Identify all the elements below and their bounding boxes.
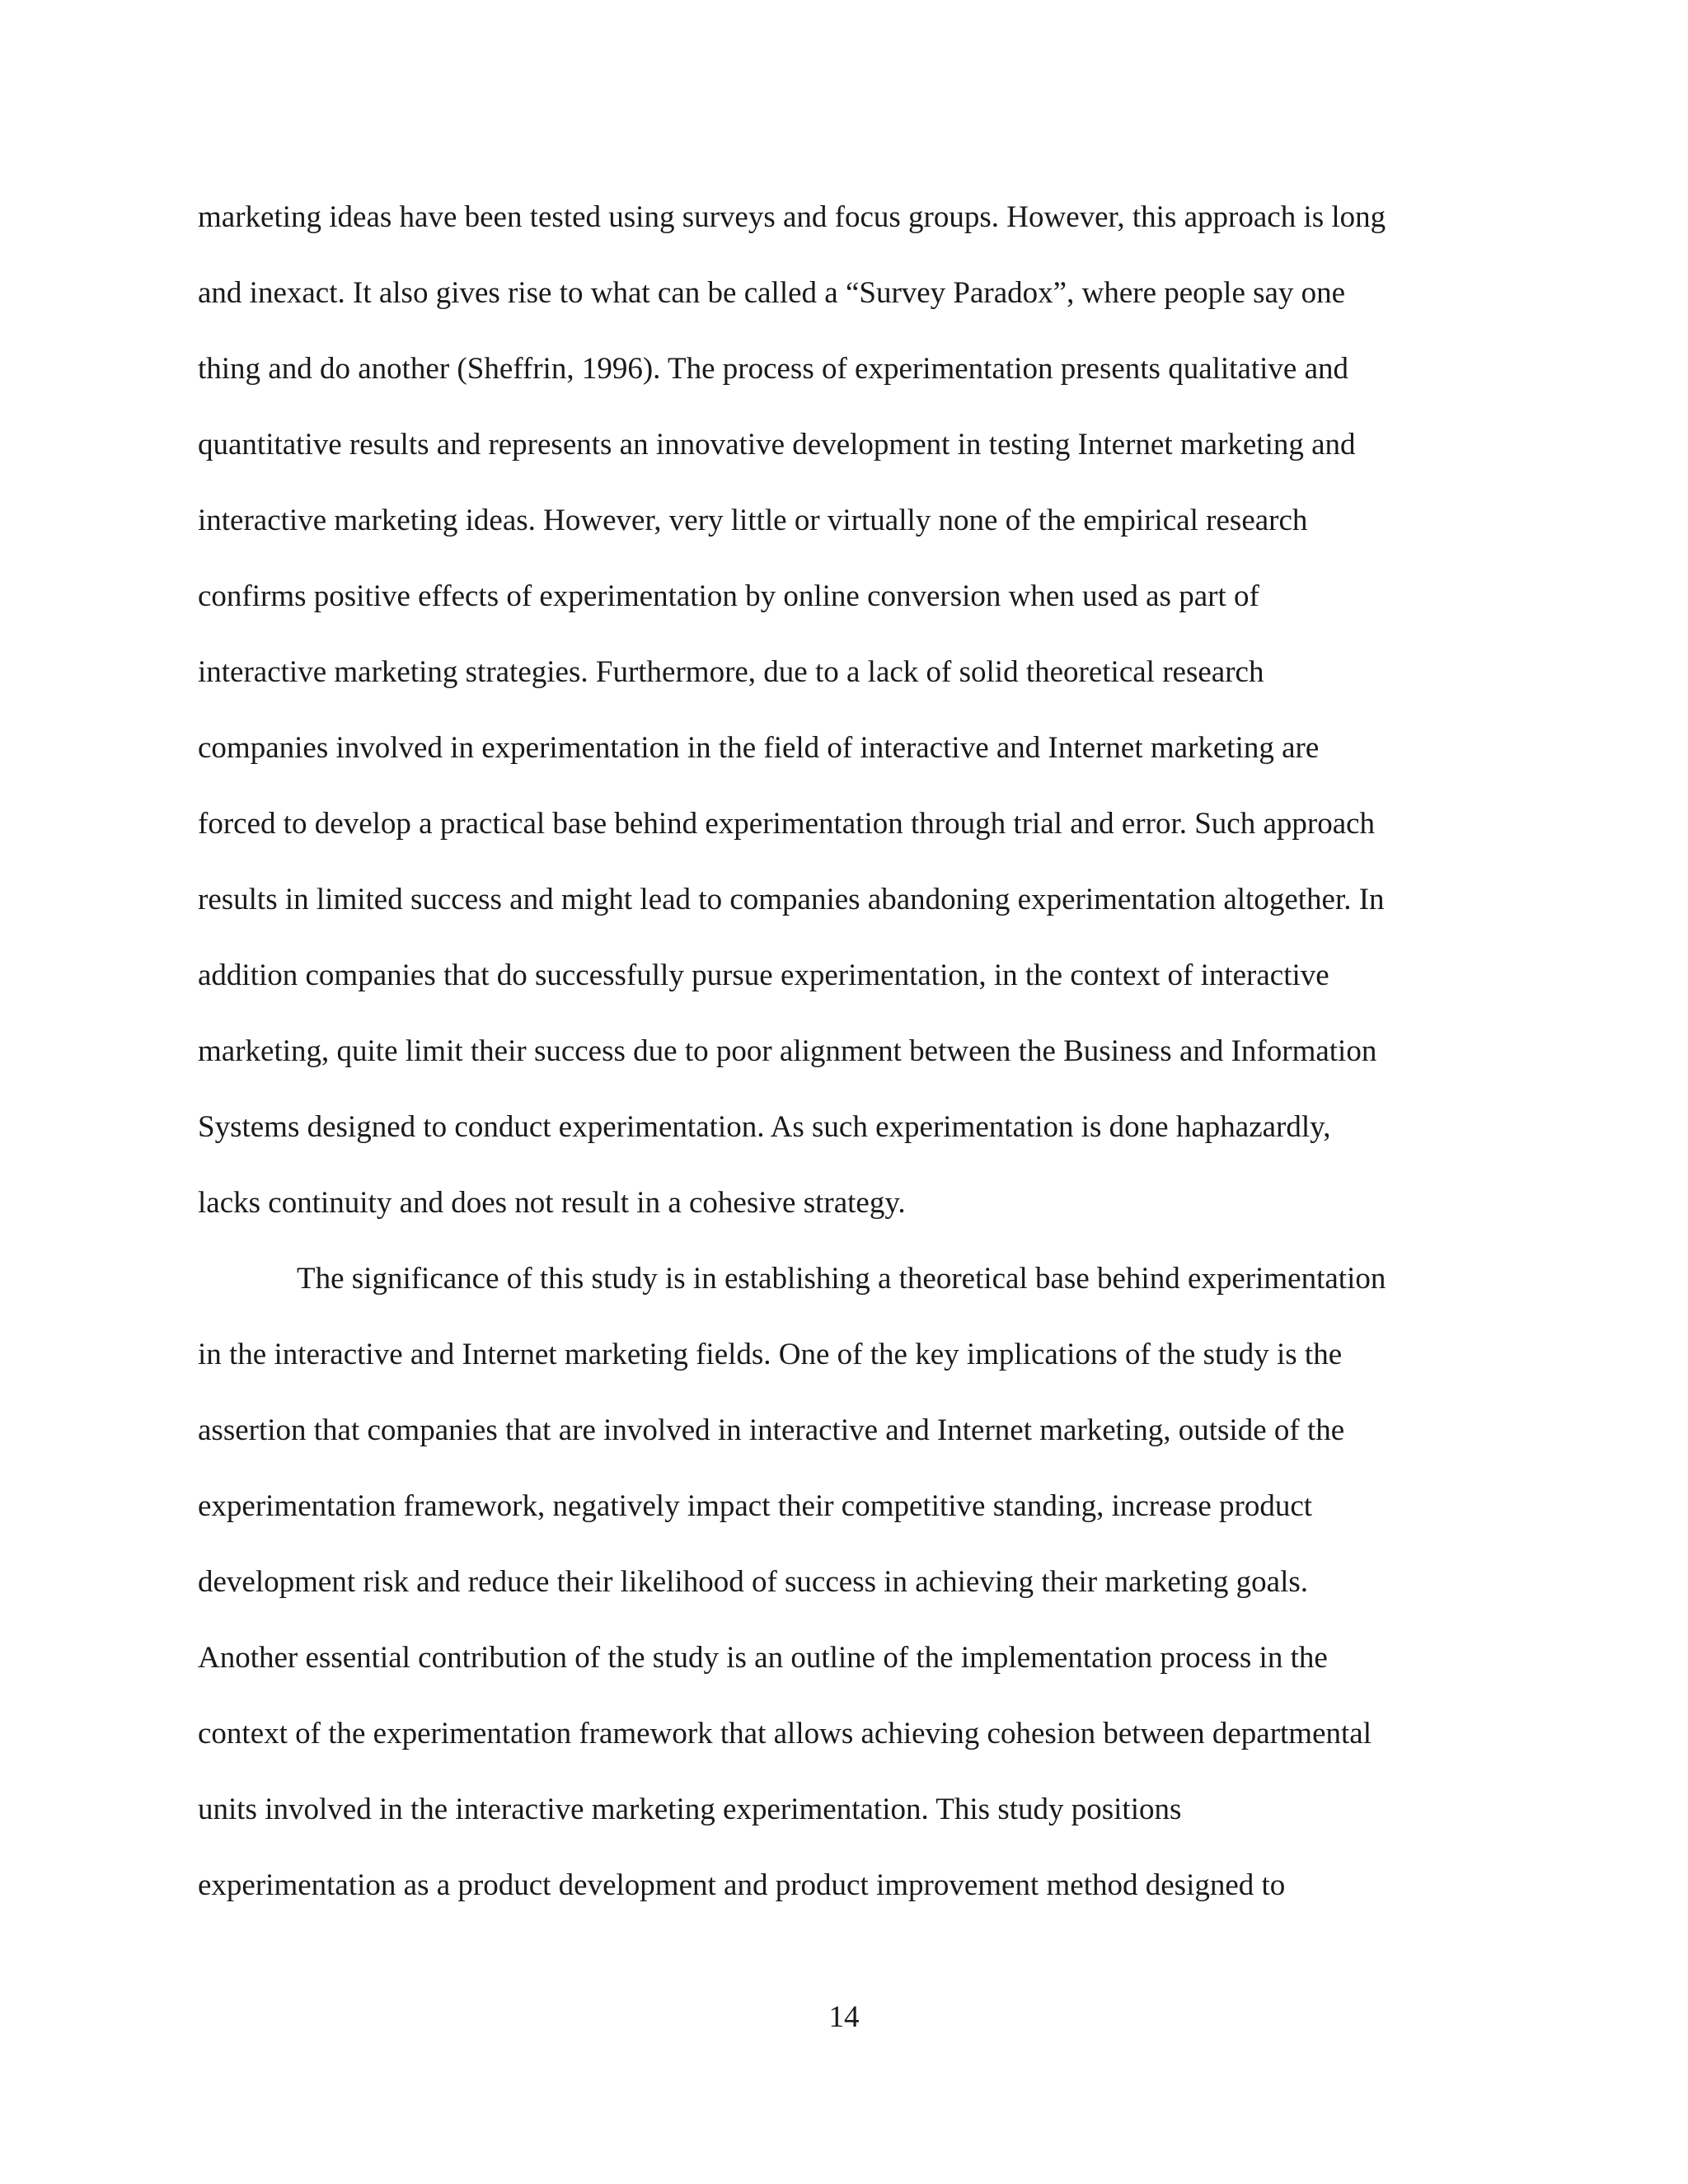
- text-line: experimentation as a product development and product improvement method designed to: [198, 1868, 1286, 1902]
- text-line: lacks continuity and does not result in a cohesive strategy.: [198, 1186, 906, 1220]
- text-line: interactive marketing strategies. Furthermore, due to a lack of solid theoretical research: [198, 655, 1264, 689]
- text-line: and inexact. It also gives rise to what can be called a “Survey Paradox”, where people say one: [198, 276, 1346, 310]
- text-line: The significance of this study is in establishing a theoretical base behind experimentation: [297, 1262, 1386, 1296]
- text-line: experimentation framework, negatively impact their competitive standing, increase product: [198, 1489, 1313, 1523]
- text-line: marketing ideas have been tested using surveys and focus groups. However, this approach is long: [198, 200, 1386, 234]
- text-line: thing and do another (Sheffrin, 1996). The process of experimentation presents qualitative and: [198, 352, 1349, 386]
- text-line: Systems designed to conduct experimentation. As such experimentation is done haphazardly,: [198, 1110, 1331, 1144]
- text-line: marketing, quite limit their success due to poor alignment between the Business and Information: [198, 1034, 1377, 1068]
- text-line: forced to develop a practical base behind experimentation through trial and error. Such approach: [198, 807, 1376, 841]
- text-line: quantitative results and represents an innovative development in testing Internet marketing and: [198, 428, 1356, 462]
- text-line: companies involved in experimentation in the field of interactive and Internet marketing are: [198, 731, 1320, 765]
- text-line: assertion that companies that are involved in interactive and Internet marketing, outside of the: [198, 1413, 1345, 1447]
- text-line: results in limited success and might lead to companies abandoning experimentation altogether. In: [198, 883, 1385, 916]
- body-text: [198, 193, 1517, 1937]
- text-line: context of the experimentation framework that allows achieving cohesion between departmental: [198, 1717, 1372, 1750]
- text-line: units involved in the interactive marketing experimentation. This study positions: [198, 1793, 1182, 1826]
- text-line: interactive marketing ideas. However, very little or virtually none of the empirical research: [198, 504, 1308, 537]
- text-line: development risk and reduce their likelihood of success in achieving their marketing goals.: [198, 1565, 1309, 1599]
- page-number: 14: [828, 2000, 860, 2034]
- text-line: Another essential contribution of the study is an outline of the implementation process in the: [198, 1641, 1328, 1675]
- text-line: in the interactive and Internet marketing fields. One of the key implications of the study is the: [198, 1338, 1343, 1371]
- text-line: addition companies that do successfully pursue experimentation, in the context of interactive: [198, 958, 1329, 992]
- text-line: confirms positive effects of experimentation by online conversion when used as part of: [198, 579, 1259, 613]
